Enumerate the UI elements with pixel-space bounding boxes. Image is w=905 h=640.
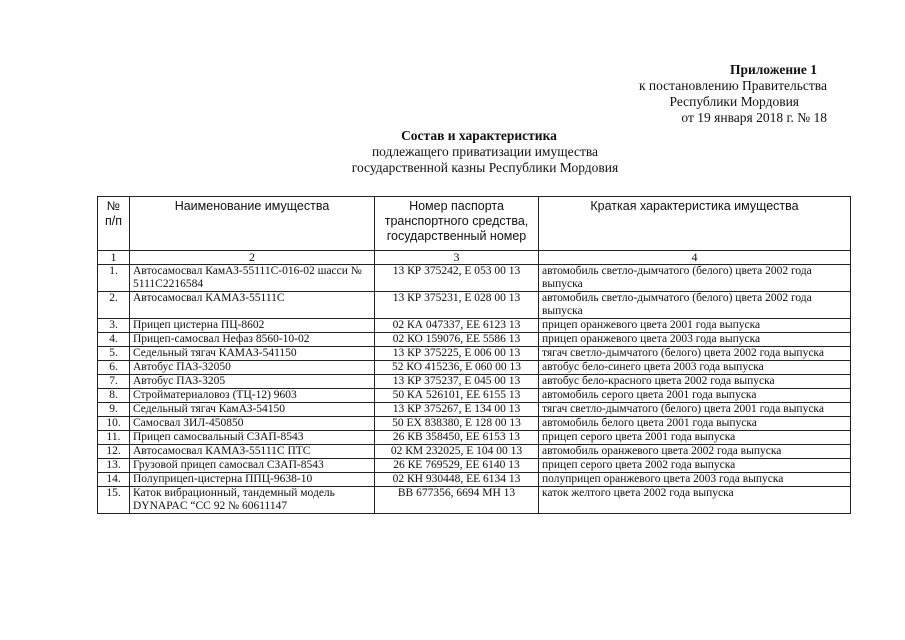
row-description: автомобиль оранжевого цвета 2002 года выпуска bbox=[539, 445, 851, 459]
appendix-line-2: к постановлению Правительства bbox=[638, 78, 827, 93]
row-name: Прицеп цистерна ПЦ-8602 bbox=[130, 319, 375, 333]
property-table bbox=[97, 196, 851, 514]
row-number: 7. bbox=[98, 375, 130, 389]
table-row bbox=[98, 417, 851, 431]
table-row bbox=[98, 333, 851, 347]
row-description: тягач светло-дымчатого (белого) цвета 2002 года выпуска bbox=[539, 347, 851, 361]
row-name: Седельный тягач КАМАЗ-541150 bbox=[130, 347, 375, 361]
row-passport: 50 ЕХ 838380, Е 128 00 13 bbox=[375, 417, 539, 431]
table-row bbox=[98, 389, 851, 403]
row-number: 8. bbox=[98, 389, 130, 403]
table-row bbox=[98, 265, 851, 292]
table-row bbox=[98, 487, 851, 514]
column-number: 2 bbox=[130, 251, 375, 265]
row-number: 6. bbox=[98, 361, 130, 375]
row-number: 2. bbox=[98, 292, 130, 319]
heading-title: Состав и характеристика bbox=[401, 128, 557, 143]
row-number: 9. bbox=[98, 403, 130, 417]
row-passport: 50 КА 526101, ЕЕ 6155 13 bbox=[375, 389, 539, 403]
row-description: прицеп серого цвета 2002 года выпуска bbox=[539, 459, 851, 473]
header-description: Краткая характеристика имущества bbox=[539, 197, 851, 251]
row-number: 10. bbox=[98, 417, 130, 431]
row-passport: 26 КЕ 769529, ЕЕ 6140 13 bbox=[375, 459, 539, 473]
appendix-date-line: от 19 января 2018 г. № 18 bbox=[681, 110, 827, 125]
appendix-title: Приложение 1 bbox=[729, 62, 817, 77]
heading-line-2: подлежащего приватизации имущества bbox=[371, 144, 599, 159]
row-name: Автобус ПАЗ-3205 bbox=[130, 375, 375, 389]
row-name: Самосвал ЗИЛ-450850 bbox=[130, 417, 375, 431]
header-passport: Номер паспорта транспортного средства, государственный номер bbox=[375, 197, 539, 251]
row-number: 13. bbox=[98, 459, 130, 473]
row-passport: 26 КВ 358450, ЕЕ 6153 13 bbox=[375, 431, 539, 445]
column-number: 1 bbox=[98, 251, 130, 265]
row-passport: 02 КН 930448, ЕЕ 6134 13 bbox=[375, 473, 539, 487]
row-number: 5. bbox=[98, 347, 130, 361]
table-header-row bbox=[98, 197, 851, 251]
row-name: Автосамосвал КАМАЗ-55111С bbox=[130, 292, 375, 319]
row-description: прицеп оранжевого цвета 2001 года выпуска bbox=[539, 319, 851, 333]
row-description: полуприцеп оранжевого цвета 2003 года выпуска bbox=[539, 473, 851, 487]
appendix-block bbox=[639, 62, 827, 126]
row-number: 11. bbox=[98, 431, 130, 445]
row-name: Автосамосвал КАМАЗ-55111С ПТС bbox=[130, 445, 375, 459]
table-row bbox=[98, 361, 851, 375]
table-row bbox=[98, 319, 851, 333]
row-number: 14. bbox=[98, 473, 130, 487]
row-passport: 13 КР 375231, Е 028 00 13 bbox=[375, 292, 539, 319]
row-passport: 02 КМ 232025, Е 104 00 13 bbox=[375, 445, 539, 459]
appendix-line-3: Республики Мордовия bbox=[669, 94, 799, 109]
heading-line-3: государственной казны Республики Мордовия bbox=[351, 160, 619, 175]
row-name: Стройматериаловоз (ТЦ-12) 9603 bbox=[130, 389, 375, 403]
table-row bbox=[98, 347, 851, 361]
row-number: 1. bbox=[98, 265, 130, 292]
row-name: Прицеп самосвальный СЗАП-8543 bbox=[130, 431, 375, 445]
row-passport: 13 КР 375267, Е 134 00 13 bbox=[375, 403, 539, 417]
row-passport: ВВ 677356, 6694 МН 13 bbox=[375, 487, 539, 514]
document-heading bbox=[290, 128, 680, 176]
table-row bbox=[98, 431, 851, 445]
row-passport: 02 КО 159076, ЕЕ 5586 13 bbox=[375, 333, 539, 347]
row-name: Грузовой прицеп самосвал СЗАП-8543 bbox=[130, 459, 375, 473]
column-number: 4 bbox=[539, 251, 851, 265]
row-description: прицеп оранжевого цвета 2003 года выпуска bbox=[539, 333, 851, 347]
row-passport: 02 КА 047337, ЕЕ 6123 13 bbox=[375, 319, 539, 333]
row-name: Каток вибрационный, тандемный модель DYNAPAC “CC 92 № 60611147 bbox=[130, 487, 375, 514]
row-description: тягач светло-дымчатого (белого) цвета 2001 года выпуска bbox=[539, 403, 851, 417]
row-name: Автобус ПАЗ-32050 bbox=[130, 361, 375, 375]
row-name: Седельный тягач КамАЗ-54150 bbox=[130, 403, 375, 417]
header-name: Наименование имущества bbox=[130, 197, 375, 251]
column-number: 3 bbox=[375, 251, 539, 265]
row-description: автомобиль белого цвета 2001 года выпуска bbox=[539, 417, 851, 431]
row-number: 15. bbox=[98, 487, 130, 514]
table-row bbox=[98, 445, 851, 459]
row-description: автобус бело-красного цвета 2002 года выпуска bbox=[539, 375, 851, 389]
table-row bbox=[98, 403, 851, 417]
row-description: автомобиль светло-дымчатого (белого) цвета 2002 года выпуска bbox=[539, 292, 851, 319]
table-row bbox=[98, 459, 851, 473]
row-number: 3. bbox=[98, 319, 130, 333]
row-number: 12. bbox=[98, 445, 130, 459]
row-description: каток желтого цвета 2002 года выпуска bbox=[539, 487, 851, 514]
table-row bbox=[98, 473, 851, 487]
row-passport: 13 КР 375237, Е 045 00 13 bbox=[375, 375, 539, 389]
row-number: 4. bbox=[98, 333, 130, 347]
row-description: автобус бело-синего цвета 2003 года выпуска bbox=[539, 361, 851, 375]
row-passport: 52 КО 415236, Е 060 00 13 bbox=[375, 361, 539, 375]
row-name: Прицеп-самосвал Нефаз 8560-10-02 bbox=[130, 333, 375, 347]
row-description: прицеп серого цвета 2001 года выпуска bbox=[539, 431, 851, 445]
column-number-row bbox=[98, 251, 851, 265]
row-passport: 13 КР 375242, Е 053 00 13 bbox=[375, 265, 539, 292]
row-passport: 13 КР 375225, Е 006 00 13 bbox=[375, 347, 539, 361]
header-number: № п/п bbox=[98, 197, 130, 251]
row-description: автомобиль серого цвета 2001 года выпуска bbox=[539, 389, 851, 403]
row-name: Полуприцеп-цистерна ППЦ-9638-10 bbox=[130, 473, 375, 487]
table-row bbox=[98, 292, 851, 319]
row-description: автомобиль светло-дымчатого (белого) цвета 2002 года выпуска bbox=[539, 265, 851, 292]
row-name: Автосамосвал КамАЗ-55111С-016-02 шасси № 5111С2216584 bbox=[130, 265, 375, 292]
table-row bbox=[98, 375, 851, 389]
